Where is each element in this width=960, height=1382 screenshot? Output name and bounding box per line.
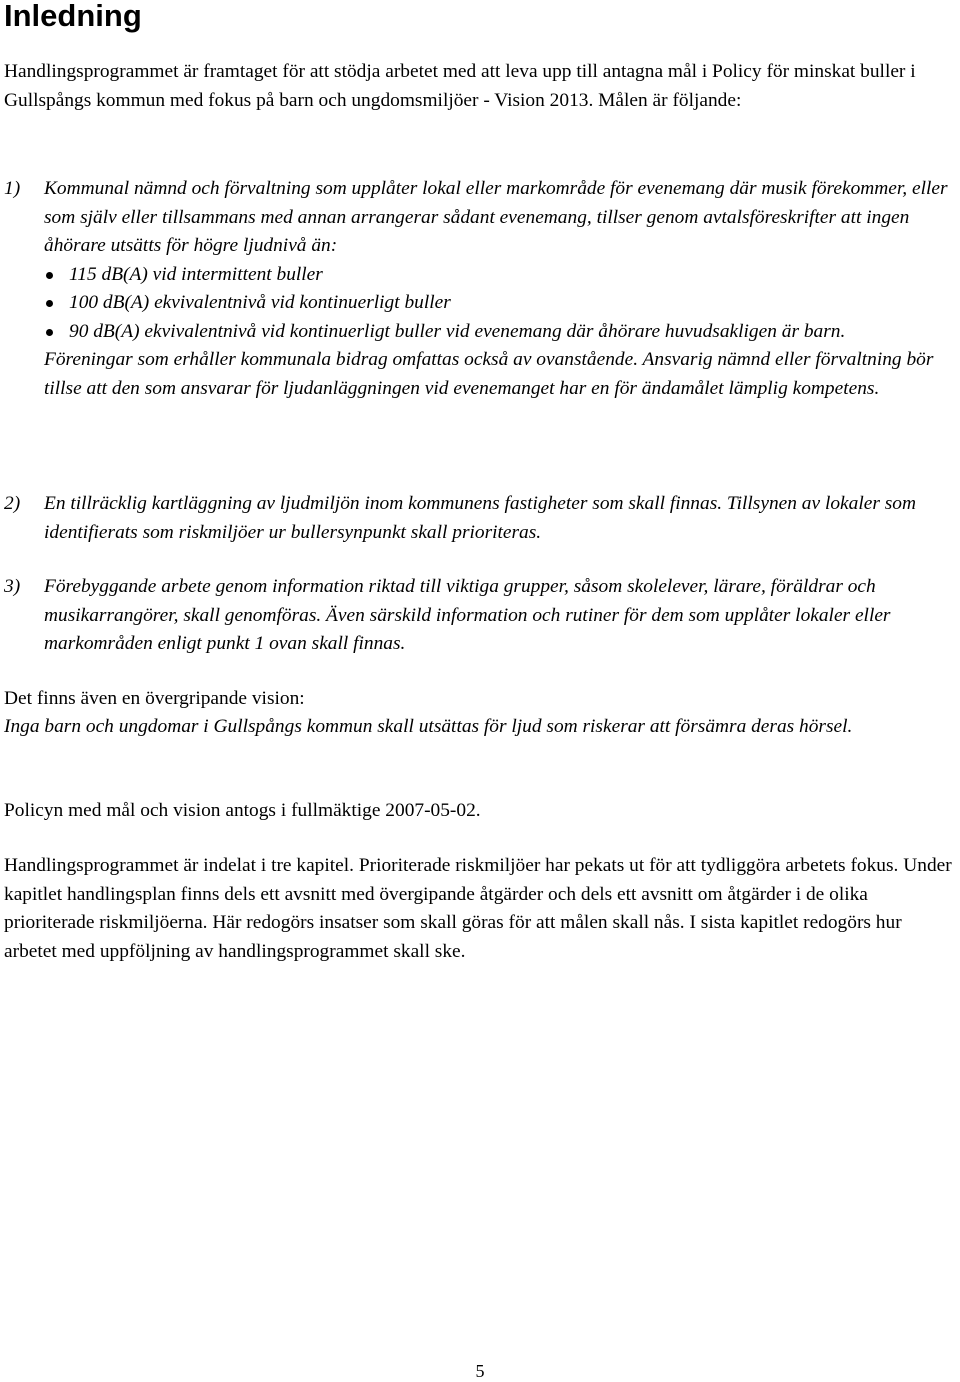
- goal-1-followup: Föreningar som erhåller kommunala bidrag omfattas också av ovanstående. Ansvarig nämnd eller förvaltning bör tillse att den som ansvarar för ljudanläggningen vid evenemanget har en för ändamålet lämplig kompetens.: [44, 349, 934, 399]
- goal-1-text: Kommunal nämnd och förvaltning som upplåter lokal eller markområde för evenemang där musik förekommer, eller som själv eller tillsammans med annan arrangerar sådant evenemang, tillser genom avtalsföreskrifter att ingen åhörare utsätts för högre ljudnivå än:: [44, 178, 948, 256]
- policy-adoption-text: Policyn med mål och vision antogs i fullmäktige 2007-05-02.: [4, 800, 481, 821]
- goal-3-text: Förebyggande arbete genom information riktad till viktiga grupper, såsom skolelever, lärare, föräldrar och musikarrangörer, skall genomföras. Även särskild information och rutiner för dem som upplåter lokaler eller markområden enligt punkt 1 ovan skall finnas.: [44, 576, 891, 654]
- bullet-text: 100 dB(A) ekvivalentnivå vid kontinuerligt buller: [69, 292, 451, 313]
- bullet-icon: [46, 272, 53, 279]
- goal-3: [4, 573, 956, 659]
- goal-2-marker: 2): [4, 493, 21, 514]
- goal-1-bullet-list: [44, 261, 956, 347]
- structure-paragraph: Handlingsprogrammet är indelat i tre kapitel. Prioriterade riskmiljöer har pekats ut för att tydliggöra arbetets fokus. Under kapitlet handlingsplan finns dels ett avsnitt med övergipande åtgärder och dels ett avsnitt om åtgärder i de olika prioriterade riskmiljöerna. Här redogörs insatser som skall göras för att målen skall nås. I sista kapitlet redogörs hur arbetet med uppföljning av handlingsprogrammet skall ske.: [4, 855, 952, 962]
- vision-intro: Det finns även en övergripande vision:: [4, 688, 305, 709]
- page-title: Inledning: [4, 0, 142, 33]
- bullet-icon: [46, 329, 53, 336]
- goal-2: [4, 490, 956, 547]
- list-item: [44, 289, 956, 318]
- bullet-text: 90 dB(A) ekvivalentnivå vid kontinuerligt buller vid evenemang där åhörare huvudsakligen är barn.: [69, 320, 846, 342]
- goal-2-text: En tillräcklig kartläggning av ljudmiljön inom kommunens fastigheter som skall finnas. Tillsynen av lokaler som identifierats som riskmiljöer ur bullersynpunkt skall prioriteras.: [44, 493, 916, 543]
- goal-1: [4, 175, 956, 403]
- bullet-text: 115 dB(A) vid intermittent buller: [69, 263, 323, 285]
- goal-1-marker: 1): [4, 178, 21, 199]
- page-number: 5: [475, 1361, 485, 1381]
- bullet-icon: [46, 300, 53, 307]
- vision-text: Inga barn och ungdomar i Gullspångs kommun skall utsättas för ljud som riskerar att försämra deras hörsel.: [4, 716, 853, 737]
- intro-paragraph: Handlingsprogrammet är framtaget för att stödja arbetet med att leva upp till antagna mål i Policy för minskat buller i Gullspångs kommun med fokus på barn och ungdomsmiljöer - Vision 2013. Målen är följande:: [4, 61, 916, 111]
- list-item: [44, 318, 956, 347]
- goal-3-marker: 3): [4, 576, 21, 597]
- list-item: [44, 261, 956, 290]
